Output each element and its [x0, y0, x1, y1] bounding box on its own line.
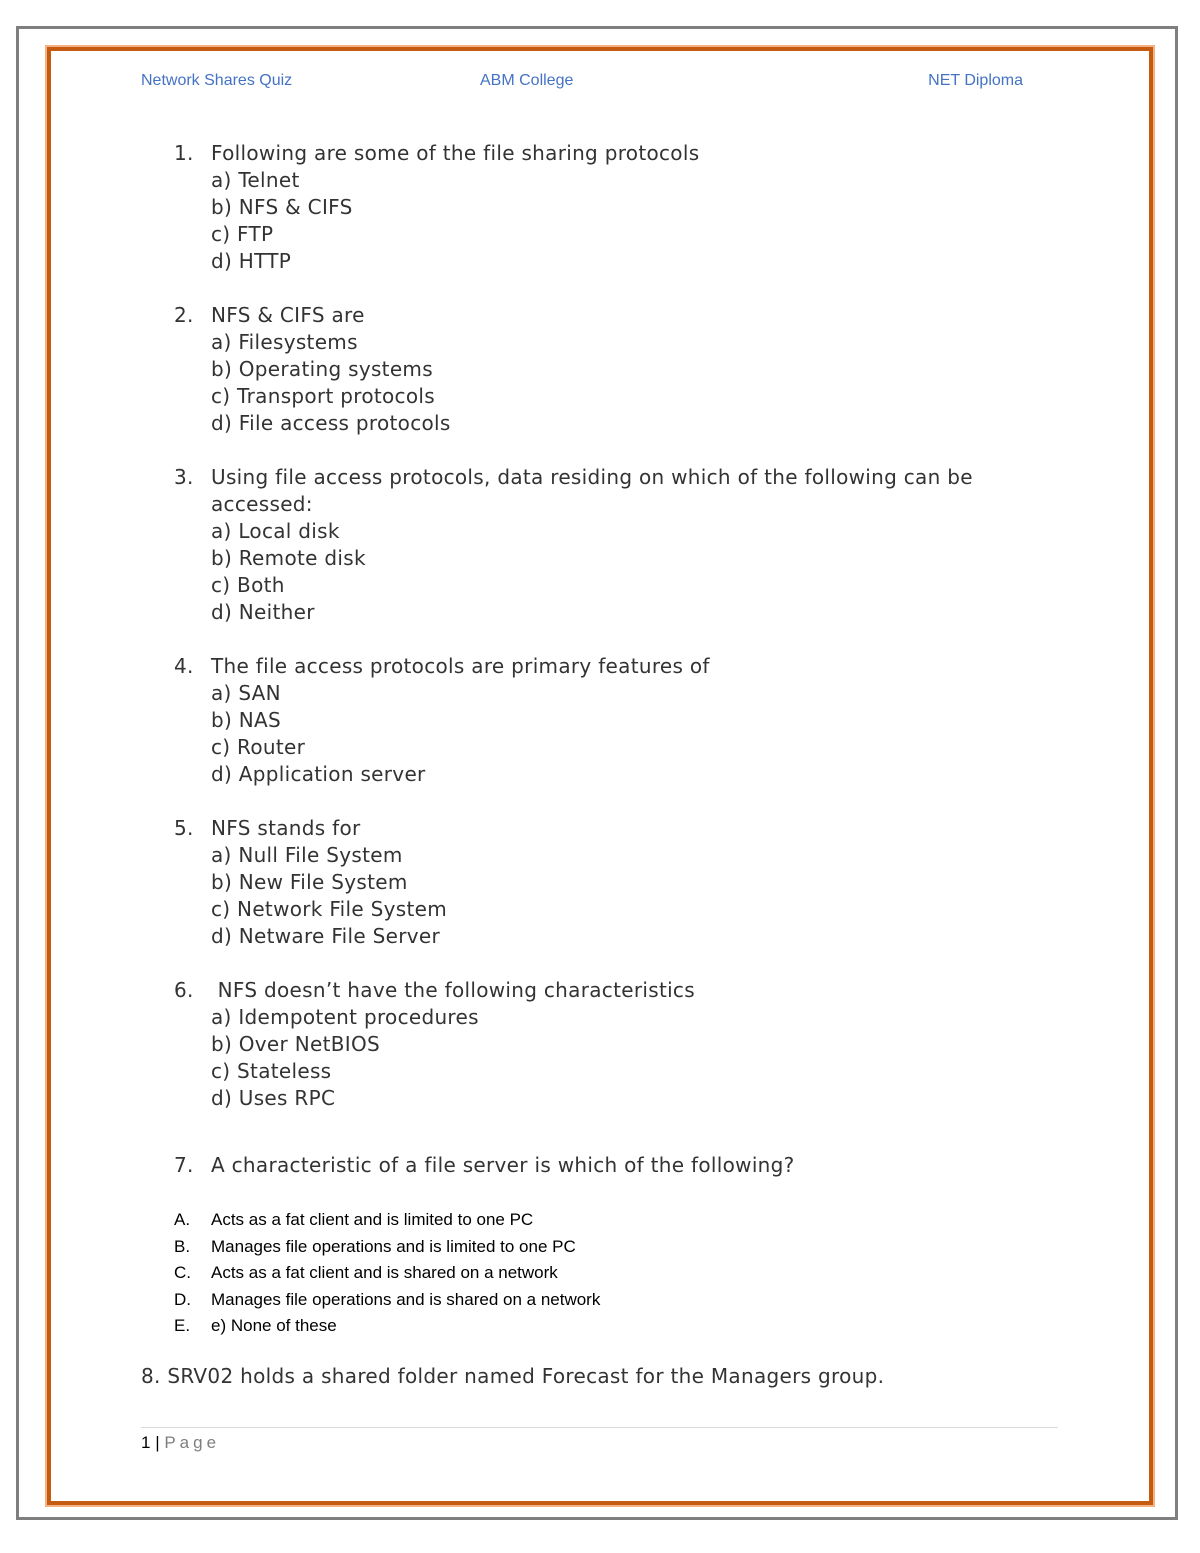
option-text: Manages file operations and is limited to one PC: [211, 1236, 576, 1256]
option-letter: A.: [174, 1210, 191, 1229]
question-4: [174, 653, 1054, 788]
question-number: 4.: [174, 654, 194, 678]
header-right: NET Diploma: [928, 72, 1023, 89]
option: d) File access protocols: [211, 411, 451, 435]
option: b) New File System: [211, 870, 408, 894]
question-number: 1.: [174, 141, 194, 165]
footer-divider: [141, 1427, 1058, 1428]
option: c) Stateless: [211, 1059, 332, 1083]
question-text: NFS & CIFS are: [211, 303, 365, 327]
question-number: 7.: [174, 1153, 194, 1177]
list-item: [174, 1260, 1054, 1287]
question-7-options: [174, 1207, 1054, 1340]
option: d) Neither: [211, 600, 315, 624]
option-letter: E.: [174, 1316, 191, 1335]
option: c) Transport protocols: [211, 384, 435, 408]
option: a) SAN: [211, 681, 281, 705]
question-text: Following are some of the file sharing protocols: [211, 141, 700, 165]
question-7: [174, 1152, 1054, 1179]
option-text: Acts as a fat client and is limited to one PC: [211, 1210, 534, 1229]
page-footer: [141, 1433, 220, 1453]
option: a) Telnet: [211, 168, 300, 192]
question-text: The file access protocols are primary features of: [211, 654, 710, 678]
question-2: [174, 302, 1054, 437]
question-text: NFS stands for: [211, 816, 361, 840]
header-left: Network Shares Quiz: [141, 72, 293, 89]
option: b) Remote disk: [211, 546, 366, 570]
question-3: [174, 464, 1054, 626]
page-number: 1: [141, 1433, 151, 1452]
question-text: NFS doesn’t have the following characteristics: [211, 978, 695, 1002]
question-number: 5.: [174, 816, 194, 840]
list-item: [174, 1234, 1054, 1261]
question-number: 6.: [174, 978, 194, 1002]
option-text: Acts as a fat client and is shared on a network: [211, 1263, 558, 1282]
quiz-questions: [174, 140, 1054, 1179]
question-text: A characteristic of a file server is which of the following?: [211, 1153, 795, 1177]
page-header: [141, 72, 1031, 96]
option: a) Idempotent procedures: [211, 1005, 479, 1029]
page-label: Page: [164, 1433, 221, 1452]
option: d) HTTP: [211, 249, 292, 273]
option: c) Router: [211, 735, 306, 759]
option: d) Uses RPC: [211, 1086, 336, 1110]
list-item: [174, 1287, 1054, 1314]
option: c) Both: [211, 573, 285, 597]
option: a) Local disk: [211, 519, 340, 543]
question-1: [174, 140, 1054, 275]
option: b) Operating systems: [211, 357, 433, 381]
option-letter: B.: [174, 1236, 191, 1256]
option: d) Application server: [211, 762, 426, 786]
question-text: Using file access protocols, data residing on which of the following can be accessed:: [211, 465, 973, 516]
option-text: e) None of these: [211, 1316, 337, 1335]
question-5: [174, 815, 1054, 950]
question-number: 3.: [174, 465, 194, 489]
question-8: 8. SRV02 holds a shared folder named Forecast for the Managers group.: [141, 1364, 885, 1388]
option-text: Manages file operations and is shared on a network: [211, 1289, 601, 1309]
footer-separator: |: [150, 1433, 165, 1452]
option: b) Over NetBIOS: [211, 1032, 380, 1056]
option: b) NAS: [211, 708, 281, 732]
list-item: [174, 1207, 1054, 1234]
option: d) Netware File Server: [211, 924, 441, 948]
question-6: [174, 977, 1054, 1112]
header-center: ABM College: [480, 72, 574, 89]
list-item: [174, 1313, 1054, 1340]
option: c) Network File System: [211, 897, 448, 921]
option-letter: D.: [174, 1289, 191, 1309]
option: c) FTP: [211, 222, 274, 246]
option-letter: C.: [174, 1263, 191, 1282]
option: a) Null File System: [211, 843, 403, 867]
option: b) NFS & CIFS: [211, 195, 353, 219]
question-number: 2.: [174, 303, 194, 327]
option: a) Filesystems: [211, 330, 358, 354]
